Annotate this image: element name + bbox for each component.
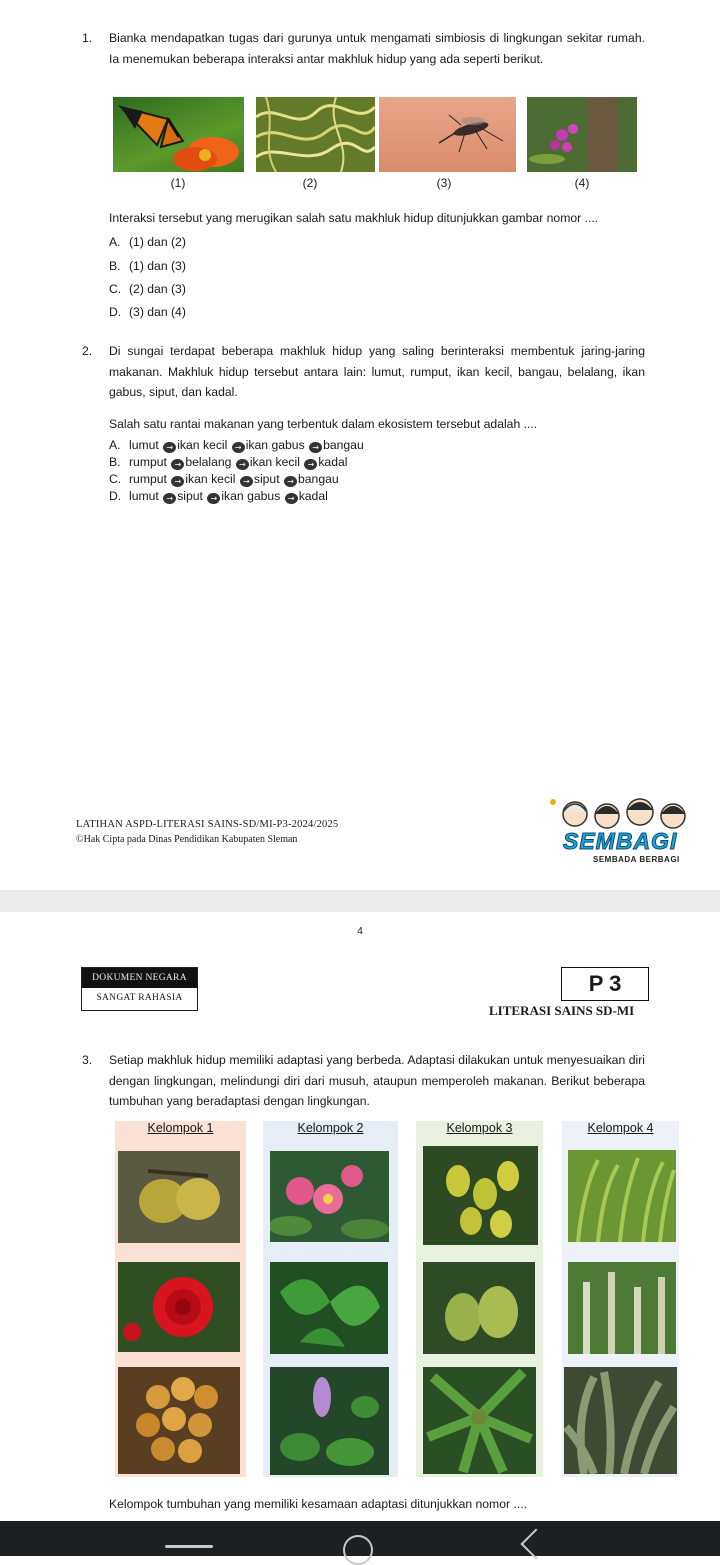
q2-option-a[interactable]: A. lumut → ikan kecil → ikan gabus → bangau xyxy=(109,438,364,452)
lotus-image xyxy=(270,1151,389,1242)
classification-box xyxy=(81,967,198,1011)
snake-plant-image xyxy=(564,1367,677,1474)
q1-caption-3: (3) xyxy=(436,176,452,190)
q1-caption-4: (4) xyxy=(574,176,590,190)
butterfly-image xyxy=(113,97,244,172)
q1-text: Bianka mendapatkan tugas dari gurunya untuk mengamati simbiosis di lingkungan sekitar rumah. Ia menemukan beberapa interaksi antar makhluk hidup yang ada seperti berikut. xyxy=(109,31,645,66)
q1-caption-2: (2) xyxy=(302,176,318,190)
footer-copyright: ©Hak Cipta pada Dinas Pendidikan Kabupaten Sleman xyxy=(76,834,298,845)
page-separator xyxy=(0,890,720,912)
durian-image xyxy=(118,1151,240,1243)
mosquito-image xyxy=(379,97,516,172)
jackfruit-image xyxy=(423,1262,535,1354)
group-1-label: Kelompok 1 xyxy=(147,1121,214,1135)
q1-option-b[interactable]: B. (1) dan (3) xyxy=(109,259,186,273)
q2-number: 2. xyxy=(82,344,93,358)
q2-question: Salah satu rantai makanan yang terbentuk dalam ekosistem tersebut adalah .... xyxy=(109,417,538,431)
q3-question: Kelompok tumbuhan yang memiliki kesamaan adaptasi ditunjukkan nomor .... xyxy=(109,1497,527,1511)
rose-image xyxy=(118,1262,240,1352)
back-icon[interactable] xyxy=(520,1528,551,1559)
group-3-label: Kelompok 3 xyxy=(446,1121,513,1135)
home-icon[interactable] xyxy=(343,1535,373,1565)
page-number: 4 xyxy=(357,926,363,937)
q2-option-c[interactable]: C. rumput → ikan kecil → siput → bangau xyxy=(109,472,339,486)
salak-image xyxy=(118,1367,240,1474)
papaya-image xyxy=(423,1367,536,1474)
q1-question: Interaksi tersebut yang merugikan salah satu makhluk hidup ditunjukkan gambar nomor .... xyxy=(109,211,599,225)
taro-image xyxy=(270,1262,388,1354)
group-2-label: Kelompok 2 xyxy=(297,1121,364,1135)
group-4-label: Kelompok 4 xyxy=(587,1121,654,1135)
q1-option-c[interactable]: C. (2) dan (3) xyxy=(109,282,186,296)
water-hyacinth-image xyxy=(270,1367,389,1475)
navigation-bar xyxy=(0,1521,720,1556)
sembagi-logo xyxy=(545,794,695,866)
q2-text: Di sungai terdapat beberapa makhluk hidup yang saling berinteraksi membentuk jaring-jaring makanan. Makhluk hidup tersebut antara lain: lumut, rumput, ikan kecil, bangau, belalang, ikan gabus, siput, dan kadal. xyxy=(109,344,645,399)
paper-code: P 3 xyxy=(561,967,649,1001)
q1-caption-1: (1) xyxy=(170,176,186,190)
orchid-image xyxy=(527,97,637,172)
q3-text: Setiap makhluk hidup memiliki adaptasi yang berbeda. Adaptasi dilakukan untuk menyesuaikan diri dengan lingkungan, melindungi diri dari musuh, ataupun memperoleh makanan. Berikut beberapa tumbuhan yang beradaptasi dengan lingkungan. xyxy=(109,1053,645,1108)
logo-wordmark: SEMBAGI xyxy=(563,828,678,854)
q1-number: 1. xyxy=(82,31,93,45)
q2-option-d[interactable]: D. lumut → siput → ikan gabus → kadal xyxy=(109,489,328,503)
q2-option-b[interactable]: B. rumput → belalang → ikan kecil → kadal xyxy=(109,455,348,469)
rice-image xyxy=(568,1150,676,1242)
classification-line-1: DOKUMEN NEGARA xyxy=(82,968,197,988)
logo-tagline: SEMBADA BERBAGI xyxy=(593,855,680,864)
sugarcane-image xyxy=(568,1262,676,1354)
mango-image xyxy=(423,1146,538,1245)
q3-number: 3. xyxy=(82,1053,93,1067)
footer-exam-code: LATIHAN ASPD-LITERASI SAINS-SD/MI-P3-2024/2025 xyxy=(76,819,339,830)
q1-option-a[interactable]: A. (1) dan (2) xyxy=(109,235,186,249)
subject-title: LITERASI SAINS SD-MI xyxy=(489,1003,635,1018)
q1-option-d[interactable]: D. (3) dan (4) xyxy=(109,305,186,319)
parasite-plant-image xyxy=(256,97,375,172)
recent-apps-icon[interactable] xyxy=(165,1545,213,1548)
classification-line-2: SANGAT RAHASIA xyxy=(96,993,183,1003)
